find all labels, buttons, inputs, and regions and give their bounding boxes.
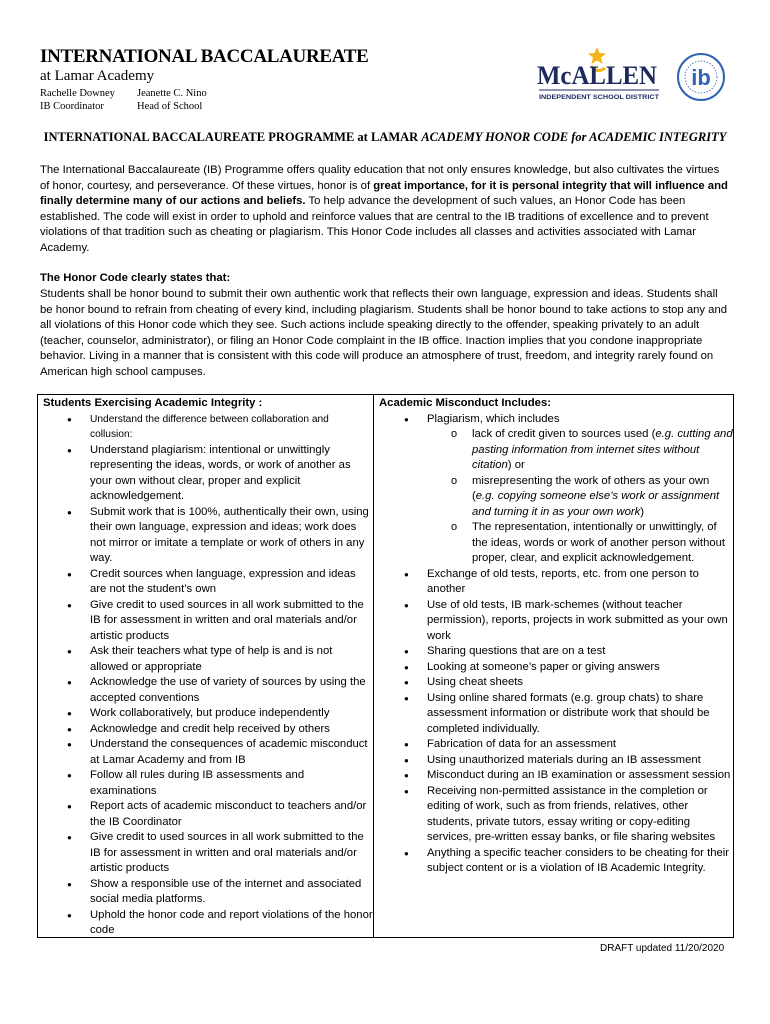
sub-item-text: misrepresenting the work of others as your own (: [472, 474, 710, 502]
page-title: INTERNATIONAL BACCALAUREATE: [40, 46, 369, 67]
list-item: ● Follow all rules during IB assessments and examinations: [38, 768, 373, 799]
plagiarism-sublist: [427, 427, 734, 567]
plagiarism-label: Plagiarism, which includes: [427, 412, 560, 425]
logo-district-text: INDEPENDENT SCHOOL DISTRICT: [539, 95, 660, 101]
list-item: ● Misconduct during an IB examination or assessment session: [374, 768, 734, 784]
integrity-column-heading: Students Exercising Academic Integrity :: [43, 397, 263, 409]
misconduct-column: [374, 395, 734, 877]
honor-code-title: [40, 130, 730, 145]
intro-bold-text: great importance, for it is personal integrity that will influence and finally determine many of our actions and beliefs.: [40, 179, 728, 207]
sub-item-text-end: ) or: [507, 459, 525, 471]
staff-name: Rachelle Downey: [40, 88, 115, 99]
sub-item-text: lack of credit given to sources used (: [472, 428, 656, 440]
honor-code-title-italic: ACADEMY HONOR CODE for ACADEMIC INTEGRITY: [421, 130, 727, 144]
misconduct-column-heading: Academic Misconduct Includes:: [379, 397, 552, 409]
staff-role: Head of School: [137, 101, 203, 112]
honor-code-body: Students shall be honor bound to submit their own authentic work that reflects their own language, expression and ideas. Students shall be honor bound to refrain from cheating of every kind, including plagiarism. Students shall be honor bound to take actions to stop any and all violations of this Honor code which they see. Such actions include speaking directly to the offender, speaking privately to an adult (teacher, counselor, administrator), or filing an Honor Code complaint in the IB office. Inaction implies that you condone inappropriate behavior. Living in a manner that is consistent with this code will produce an atmosphere of trust, freedom, and integrity rarely found on American high school campuses.: [40, 288, 728, 378]
honor-code-title-plain: INTERNATIONAL BACCALAUREATE PROGRAMME at LAMAR: [43, 130, 422, 144]
list-item: ● Fabrication of data for an assessment: [374, 737, 734, 753]
staff-name: Jeanette C. Nino: [137, 88, 207, 99]
sub-item-text-end: ): [640, 505, 645, 518]
sub-item-example: e.g. cutting and pasting information from internet sites without citation: [472, 428, 733, 471]
list-item: ● Acknowledge the use of variety of sources by using the accepted conventions: [38, 675, 373, 706]
list-item: ● Anything a specific teacher considers to be cheating for their subject content or is a violation of IB Academic Integrity.: [374, 846, 734, 877]
list-item: ● Acknowledge and credit help received by others: [38, 722, 373, 738]
list-item: ● Credit sources when language, expression and ideas are not the student’s own: [38, 567, 373, 598]
mcallen-isd-logo: [535, 44, 665, 104]
page-subtitle: at Lamar Academy: [40, 68, 155, 84]
sub-list-item: o The representation, intentionally or unwittingly, of the ideas, words or work of another person without proper, clear, and explicit acknowledgement.: [427, 520, 734, 567]
integrity-column: [38, 395, 373, 939]
sub-list-item: [427, 474, 734, 521]
list-item: ● Understand plagiarism: intentional or unwittingly representing the ideas, words, or work of another as your own without clear, proper and explicit acknowledgement.: [38, 443, 373, 505]
list-item: ● Understand the consequences of academic misconduct at Lamar Academy and from IB: [38, 737, 373, 768]
list-item: ● Exchange of old tests, reports, etc. from one person to another: [374, 567, 734, 598]
sub-list-item: [427, 427, 734, 474]
list-item: ● Submit work that is 100%, authentically their own, using their own language, expression and ideas; work does not mirror or imitate a template or work of others in any way.: [38, 505, 373, 567]
list-item: ● Give credit to used sources in all work submitted to the IB for assessment in written and oral materials and/or artistic products: [38, 598, 373, 645]
list-item: ● Using unauthorized materials during an IB assessment: [374, 753, 734, 769]
list-item: ● Sharing questions that are on a test: [374, 644, 734, 660]
list-item: ● Uphold the honor code and report violations of the honor code: [38, 908, 373, 939]
list-item: ● Using cheat sheets: [374, 675, 734, 691]
intro-text-continued: To help advance the development of such values, an Honor Code has been established. The code will exist in order to uphold and reinforce values that are central to the IB traditions of excellence and to prevent violations of that tradition such as cheating or plagiarism. This Honor Code includes all classes and activities associated with Lamar Academy.: [40, 195, 709, 254]
honor-code-heading: The Honor Code clearly states that:: [40, 272, 231, 284]
misconduct-list: [374, 412, 734, 877]
ib-logo: [676, 52, 726, 102]
staff-role: IB Coordinator: [40, 101, 104, 112]
list-item: ● Show a responsible use of the internet and associated social media platforms.: [38, 877, 373, 908]
intro-text: The International Baccalaureate (IB) Programme offers quality education that not only ensures knowledge, but also cultivates the virtues of honor, courtesy, and perseverance. Of these virtues, honor is of: [40, 164, 720, 192]
staff-coordinator: [40, 87, 115, 113]
list-item: ● Work collaboratively, but produce independently: [38, 706, 373, 722]
list-item: ● Receiving non-permitted assistance in the completion or editing of work, such as from friends, relatives, other students, private tutors, essay writing or copy-editing services, pre-written essay banks, or file sharing websites: [374, 784, 734, 846]
list-item: ● Understand the difference between collaboration and collusion:: [38, 412, 373, 443]
list-item-plagiarism: [374, 412, 734, 567]
list-item: ● Use of old tests, IB mark-schemes (without teacher permission), reports, projects in work submitted as your own work: [374, 598, 734, 645]
integrity-table: [37, 394, 734, 938]
staff-head: [137, 87, 207, 113]
list-item: ● Ask their teachers what type of help is and is not allowed or appropriate: [38, 644, 373, 675]
list-item: ● Report acts of academic misconduct to teachers and/or the IB Coordinator: [38, 799, 373, 830]
logo-wordmark: McALLEN: [537, 61, 658, 90]
sub-item-example: e.g. copying someone else’s work or assignment and turning it in as your own work: [472, 490, 720, 518]
intro-paragraph: [40, 163, 730, 256]
list-item: ● Using online shared formats (e.g. group chats) to share assessment information or distribute work that should be completed individually.: [374, 691, 734, 738]
draft-date: DRAFT updated 11/20/2020: [600, 943, 725, 954]
list-item: ● Give credit to used sources in all work submitted to the IB for assessment in written and oral materials and/or artistic products: [38, 830, 373, 877]
list-item: ● Looking at someone’s paper or giving answers: [374, 660, 734, 676]
integrity-list: [38, 412, 373, 939]
ib-logo-text: ib: [691, 65, 711, 90]
